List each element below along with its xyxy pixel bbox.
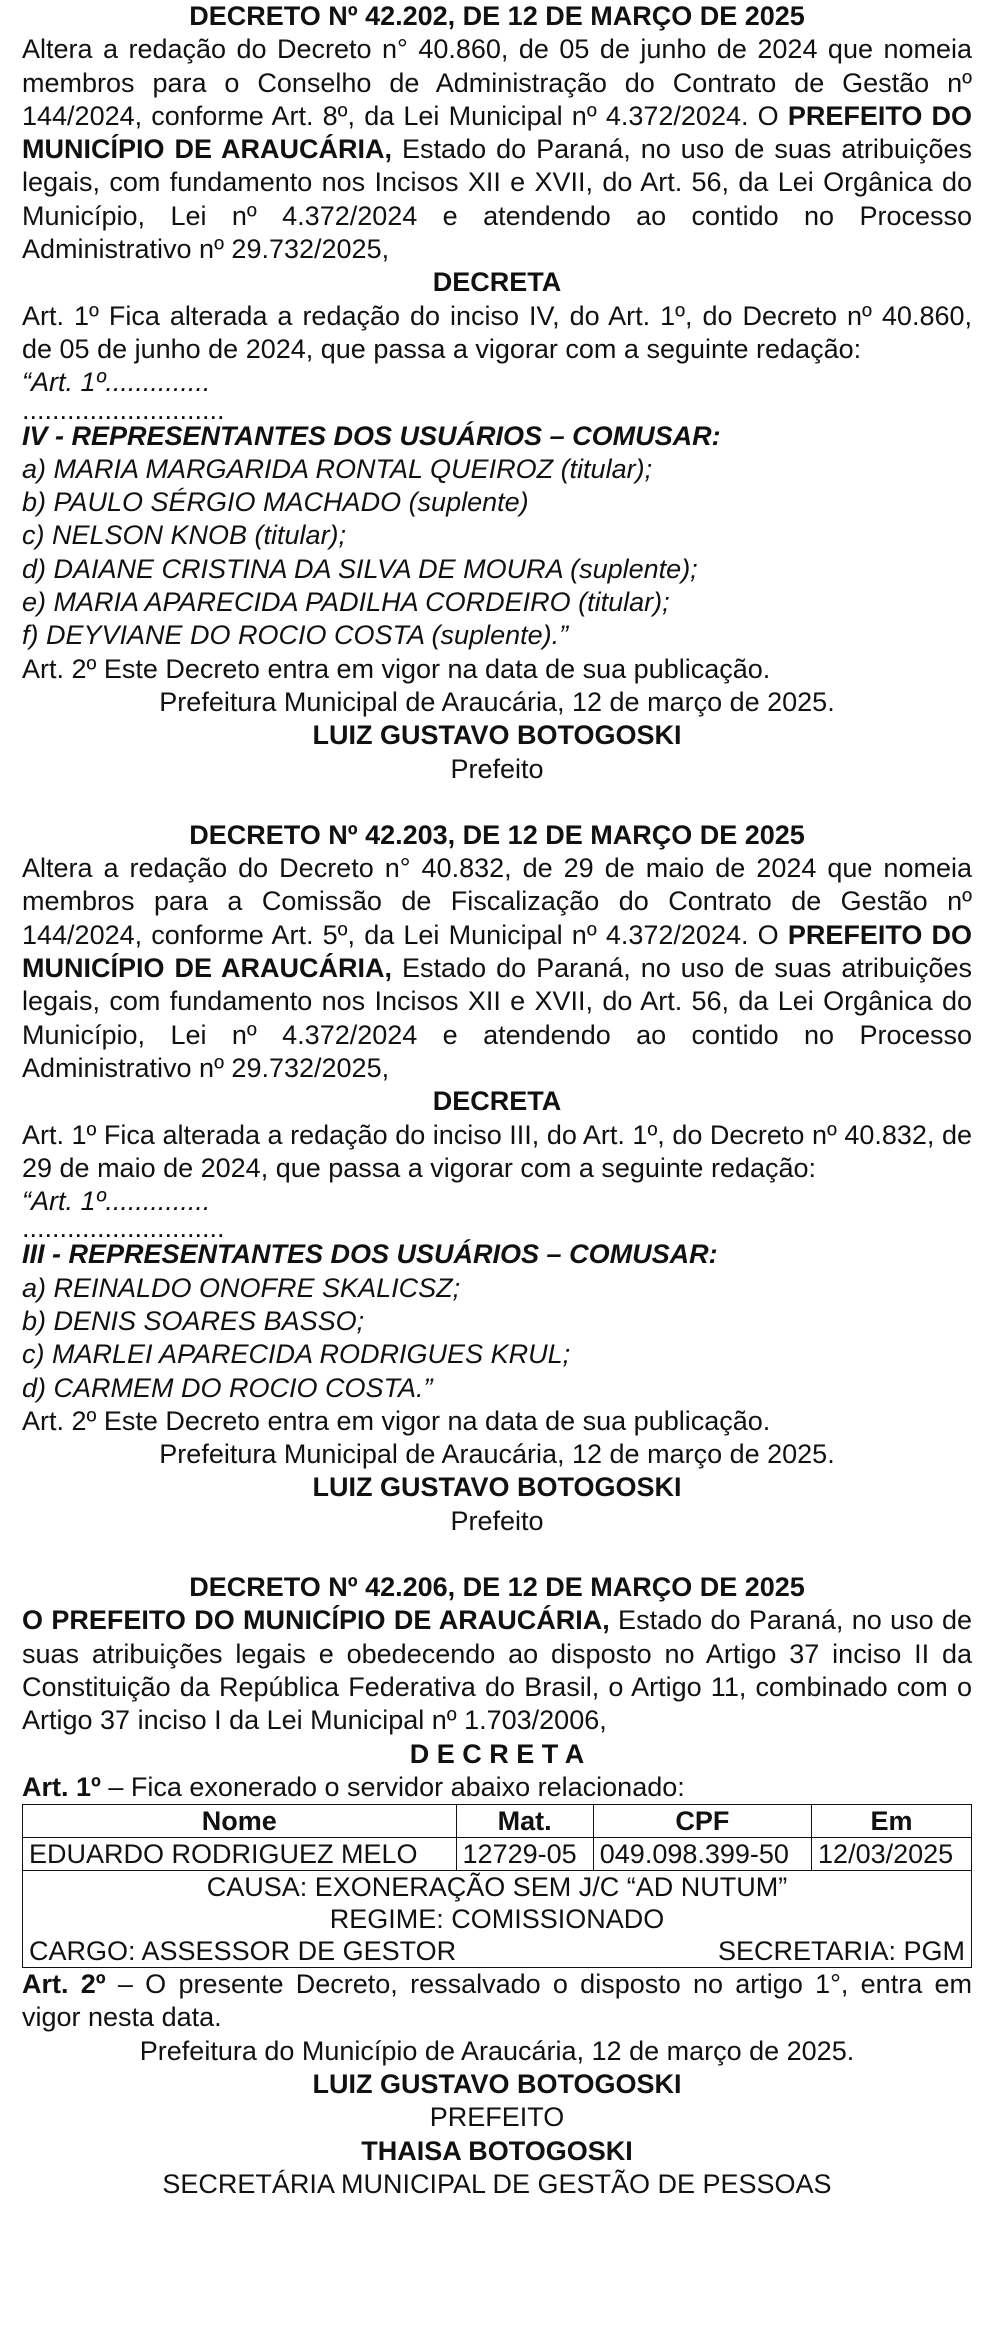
decreta-heading: D E C R E T A [409, 1738, 585, 1769]
article-text: – O presente Decreto, ressalvado o disposto no artigo 1°, entra em vigor nesta data. [22, 1969, 972, 2033]
second-signer-role: SECRETÁRIA MUNICIPAL DE GESTÃO DE PESSOAS [162, 2168, 832, 2199]
table-details-row [23, 1871, 972, 1968]
article-1: Art. 1º Fica alterada a redação do inciso IV, do Art. 1º, do Decreto nº 40.860, de 05 de junho de 2024, que passa a vigorar com a seguinte redação: [22, 300, 972, 364]
second-signer-name: THAISA BOTOGOSKI [361, 2135, 633, 2166]
decreta-heading: DECRETA [432, 1086, 562, 1117]
place-date: Prefeitura Municipal de Araucária, 12 de março de 2025. [159, 1439, 835, 1470]
table-header-row [23, 1805, 972, 1838]
decree-42202 [22, 0, 972, 786]
causa-line: CAUSA: EXONERAÇÃO SEM J/C “AD NUTUM” [206, 1872, 788, 1903]
column-header-mat: Mat. [456, 1805, 593, 1838]
member-item: b) DENIS SOARES BASSO; [22, 1305, 365, 1336]
section-heading: IV - REPRESENTANTES DOS USUÁRIOS – COMUSAR: [22, 420, 721, 451]
quote-start: “Art. 1º.............. [22, 367, 211, 398]
section-heading: III - REPRESENTANTES DOS USUÁRIOS – COMUSAR: [22, 1239, 718, 1270]
preamble-authority: PREFEITO DO MUNICÍPIO DE ARAUCÁRIA, [22, 100, 972, 165]
exoneration-table [22, 1804, 972, 1968]
member-item: e) MARIA APARECIDA PADILHA CORDEIRO (titular); [22, 587, 670, 618]
column-header-cpf: CPF [593, 1805, 811, 1838]
place-date: Prefeitura Municipal de Araucária, 12 de março de 2025. [159, 686, 835, 717]
cell-mat: 12729-05 [456, 1838, 593, 1871]
column-header-nome: Nome [23, 1805, 457, 1838]
spacer [22, 786, 972, 819]
member-item: a) MARIA MARGARIDA RONTAL QUEIROZ (titular); [22, 453, 653, 484]
decree-preamble [22, 1604, 972, 1737]
member-item: d) DAIANE CRISTINA DA SILVA DE MOURA (suplente); [22, 553, 698, 584]
article-text: – Fica exonerado o servidor abaixo relacionado: [100, 1771, 685, 1802]
spacer [22, 1538, 972, 1571]
cell-nome: EDUARDO RODRIGUEZ MELO [23, 1838, 457, 1871]
decreta-heading: DECRETA [432, 267, 562, 298]
signer-name: LUIZ GUSTAVO BOTOGOSKI [312, 720, 682, 751]
signer-role: PREFEITO [429, 2102, 565, 2133]
dotted-line: ........................... [22, 1213, 225, 1244]
cell-em: 12/03/2025 [812, 1838, 972, 1871]
preamble-text-2: Estado do Paraná, no uso de suas atribuições legais, com fundamento nos Incisos XII e XVII, do Art. 56, da Lei Orgânica do Município, Lei nº 4.372/2024 e atendendo ao contido no Processo Administrativo nº 29.732/2025, [22, 134, 972, 265]
member-item: b) PAULO SÉRGIO MACHADO (suplente) [22, 487, 529, 518]
place-date: Prefeitura do Município de Araucária, 12 de março de 2025. [139, 2035, 855, 2066]
decree-42206 [22, 1571, 972, 2201]
article-2: Art. 2º Este Decreto entra em vigor na data de sua publicação. [22, 1405, 771, 1436]
signer-role: Prefeito [450, 753, 544, 784]
signer-name: LUIZ GUSTAVO BOTOGOSKI [312, 1472, 682, 1503]
member-item: f) DEYVIANE DO ROCIO COSTA (suplente).” [22, 620, 569, 651]
cell-cpf: 049.098.399-50 [593, 1838, 811, 1871]
column-header-em: Em [812, 1805, 972, 1838]
decree-preamble [22, 852, 972, 1085]
table-row [23, 1838, 972, 1871]
article-label: Art. 2º [22, 1969, 106, 2000]
signer-name: LUIZ GUSTAVO BOTOGOSKI [312, 2069, 682, 2100]
signer-role: Prefeito [450, 1505, 544, 1536]
dotted-line: ........................... [22, 394, 225, 425]
regime-line: REGIME: COMISSIONADO [329, 1904, 665, 1935]
preamble-text: Altera a redação do Decreto n° 40.832, de 29 de maio de 2024 que nomeia membros para a Comissão de Fiscalização do Contrato de Gestão nº 144/2024, conforme Art. 5º, da Lei Municipal nº 4.372/2024. O [22, 853, 972, 950]
decree-preamble [22, 33, 972, 266]
decree-title: DECRETO Nº 42.202, DE 12 DE MARÇO DE 2025 [189, 1, 805, 31]
decree-title: DECRETO Nº 42.206, DE 12 DE MARÇO DE 2025 [189, 1572, 805, 1603]
secretaria-text: SECRETARIA: PGM [717, 1936, 965, 1967]
preamble-text: Estado do Paraná, no uso de suas atribuições legais e obedecendo ao disposto no Artigo 37 inciso II da Constituição da República Federativa do Brasil, o Artigo 11, combinado com o Artigo 37 inciso I da Lei Municipal nº 1.703/2006, [22, 1605, 972, 1736]
preamble-text-2: Estado do Paraná, no uso de suas atribuições legais, com fundamento nos Incisos XII e XVII, do Art. 56, da Lei Orgânica do Município, Lei nº 4.372/2024 e atendendo ao contido no Processo Administrativo nº 29.732/2025, [22, 953, 972, 1083]
member-item: d) CARMEM DO ROCIO COSTA.” [22, 1372, 433, 1403]
member-item: c) NELSON KNOB (titular); [22, 520, 347, 551]
preamble-text: Altera a redação do Decreto n° 40.860, de 05 de junho de 2024 que nomeia membros para o Conselho de Administração do Contrato de Gestão nº 144/2024, conforme Art. 8º, da Lei Municipal nº 4.372/2024. O [22, 34, 972, 131]
article-1: Art. 1º Fica alterada a redação do inciso III, do Art. 1º, do Decreto nº 40.832, de 29 de maio de 2024, que passa a vigorar com a seguinte redação: [22, 1119, 972, 1183]
preamble-authority: PREFEITO DO MUNICÍPIO DE ARAUCÁRIA, [22, 919, 972, 984]
member-item: c) MARLEI APARECIDA RODRIGUES KRUL; [22, 1339, 571, 1370]
member-item: a) REINALDO ONOFRE SKALICSZ; [22, 1272, 461, 1303]
article-label: Art. 1º [22, 1771, 101, 1802]
cargo-line [29, 1935, 965, 1967]
article-2: Art. 2º Este Decreto entra em vigor na data de sua publicação. [22, 653, 771, 684]
preamble-authority: O PREFEITO DO MUNICÍPIO DE ARAUCÁRIA, [22, 1605, 610, 1636]
decree-title: DECRETO Nº 42.203, DE 12 DE MARÇO DE 2025 [189, 819, 805, 850]
article-2 [22, 1968, 972, 2035]
article-1 [22, 1771, 972, 1804]
quote-start: “Art. 1º.............. [22, 1186, 211, 1217]
details-cell [23, 1871, 972, 1968]
decree-42203 [22, 819, 972, 1538]
cargo-text: CARGO: ASSESSOR DE GESTOR [29, 1936, 457, 1967]
